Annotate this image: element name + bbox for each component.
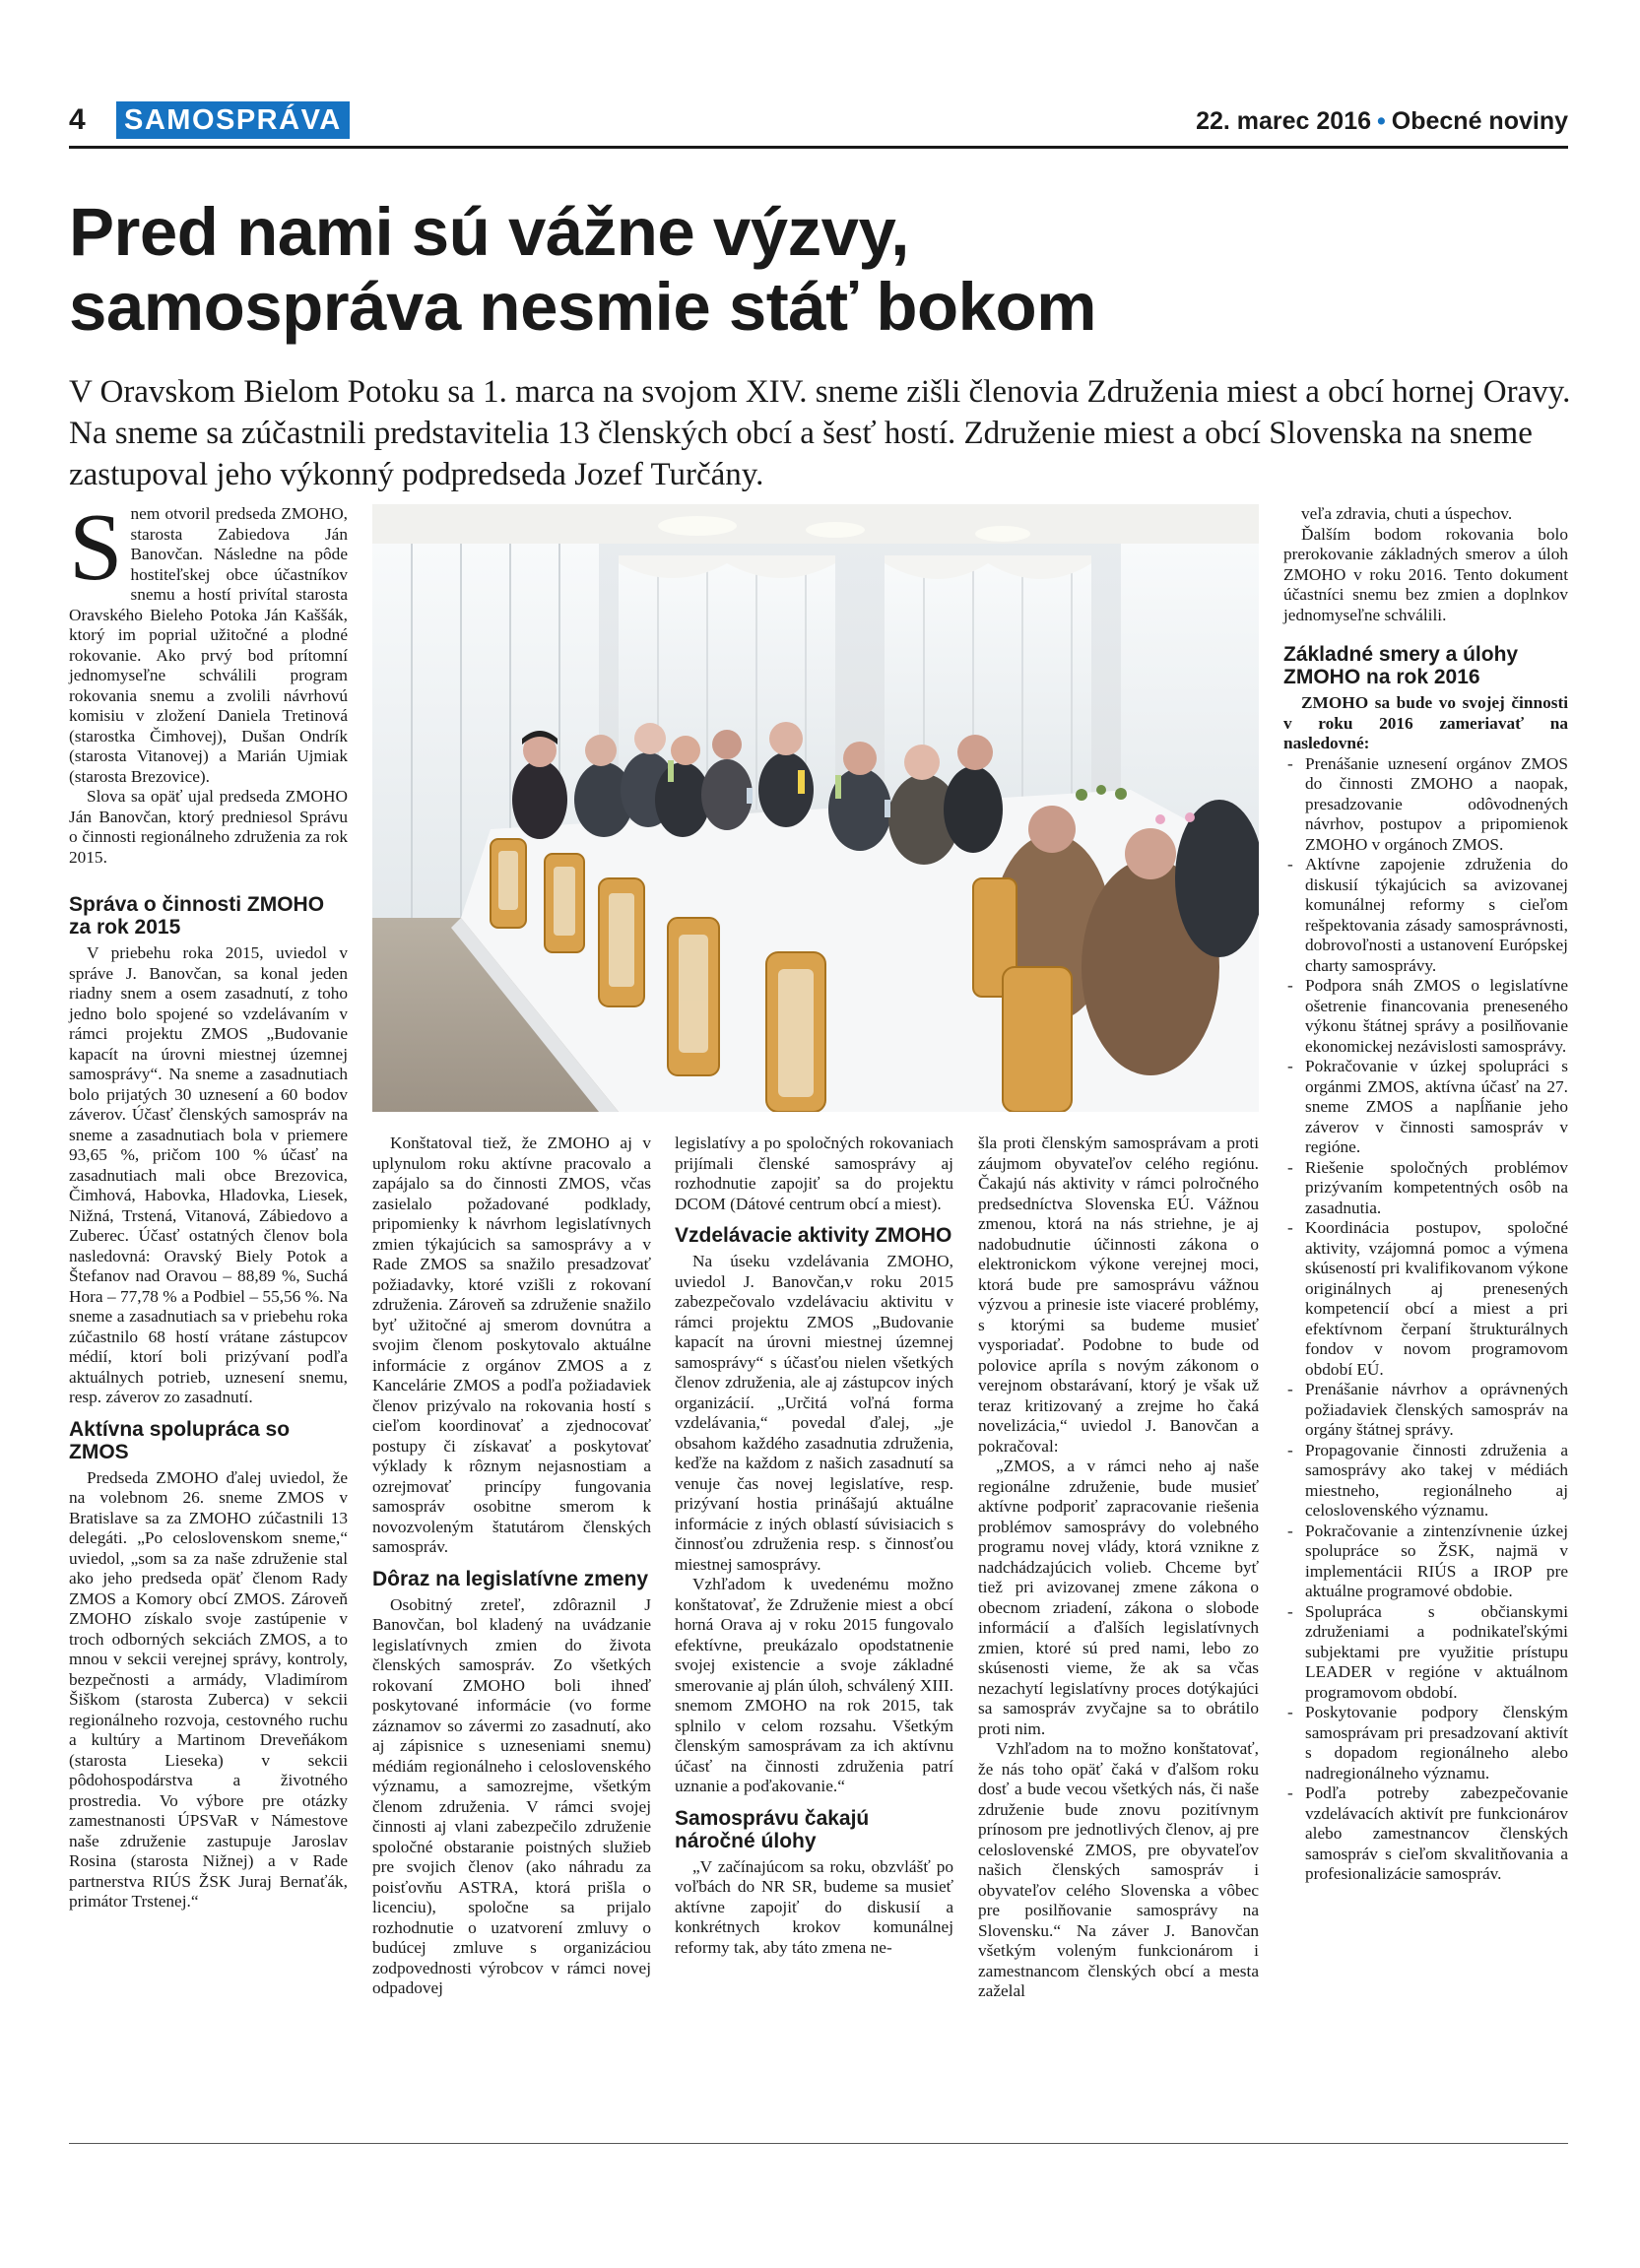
subheading: Základné smery a úlohy ZMOHO na rok 2016: [1283, 643, 1519, 688]
task-list: [1283, 754, 1568, 1885]
list-item: - Propagovanie činnosti združenia a samosprávy ako takej v médiách miestneho, regionálneho aj celoslovenského významu.: [1283, 1441, 1568, 1522]
publication-name: Obecné noviny: [1391, 107, 1568, 135]
headline-line-2: samospráva nesmie stáť bokom: [69, 269, 1097, 345]
column-4: [978, 1134, 1259, 2002]
paragraph: Slova sa opäť ujal predseda ZMOHO Ján Banovčan, ktorý predniesol Správu o činnosti regionálneho združenia za rok 2015.: [69, 787, 348, 867]
list-item: - Podľa potreby zabezpečovanie vzdelávacích aktivít pre funkcionárov alebo zamestnancov členských samospráv s cieľom skvalitňovania a profesionalizácie samospráv.: [1283, 1783, 1568, 1885]
subheading: Aktívna spolupráca so ZMOS: [69, 1417, 291, 1463]
list-item: - Podpora snáh ZMOS o legislatívne ošetrenie financovania preneseného výkonu štátnej správy a posilňovanie ekonomickej nezávislosti samosprávy.: [1283, 976, 1568, 1057]
subheading: Dôraz na legislatívne zmeny: [372, 1567, 649, 1590]
list-item: - Aktívne zapojenie združenia do diskusií týkajúcich sa avizovanej komunálnej reformy s cieľom rešpektovania zásady samosprávnosti, dobrovoľnosti a ustanovení Európskej charty samosprávy.: [1283, 855, 1568, 976]
paragraph: Vzhľadom na to možno konštatovať, že nás toho opäť čaká v ďalšom roku dosť a bude vecou všetkých nás, či naše združenie bude znovu pozitívnym prínosom pre jednotlivých členov, aj pre celoslovenské ZMOS, pre obyvateľov našich členských samospráv i obyvateľov celého Slovenska a vôbec pre posilňovanie samosprávy na Slovensku.“ Na záver J. Banovčan všetkým voleným funkcionárom i zamestnancom členských obcí a mesta zaželal: [978, 1739, 1259, 2000]
drop-cap: S: [69, 494, 123, 601]
paragraph: legislatívy a po spoločných rokovaniach prijímali členské samosprávy aj rozhodnutie zapojiť sa do projektu DCOM (Dátové centrum obcí a miest).: [675, 1134, 953, 1213]
headline-line-1: Pred nami sú vážne výzvy,: [69, 194, 909, 270]
page-number: 4: [69, 103, 86, 136]
paragraph: veľa zdravia, chuti a úspechov.: [1301, 504, 1513, 523]
page-header: [69, 101, 1568, 145]
paragraph: „ZMOS, a v rámci neho aj naše regionálne združenie, bude musieť aktívne podporiť zapracovanie riešenia problémov samosprávy do volebného programu novej vlády, ktorá vznikne z nadchádzajúcich volieb. Chceme byť tiež pri avizovanej zmene zákona o obecnom zriadení, zákona o slobode informácií a ďalších legislatívnych zmien, ktoré sú pred nami, lebo zo skúsenosti vieme, že ak sa včas nezachytí legislatívny proces dotýkajúci sa samospráv zvyčajne sa to obrátilo proti nim.: [978, 1457, 1259, 1738]
subheading: Správa o činnosti ZMOHO za rok 2015: [69, 893, 325, 939]
list-item: - Prenášanie návrhov a oprávnených požiadaviek členských samospráv na orgány štátnej správy.: [1283, 1380, 1568, 1441]
column-5: [1283, 504, 1568, 1885]
paragraph: šla proti členským samosprávam a proti záujmom obyvateľov celého regiónu. Čakajú nás aktivity v rámci polročného predsedníctva Slovenska EÚ. Vážnou zmenou, ktorá na nás striehne, je aj nadobudnutie účinnosti zákona o elektronickom výkone verejnej moci, ktorá bude pre samosprávu vážnou výzvou a prinesie iste viaceré problémy, s ktorými sa budeme musieť vysporiadať. Podobne to bude od polovice apríla s novým zákonom o verejnom obstarávaní, ktorý je však už teraz kritizovaný a zrejme ho čaká novelizácia,“ uviedol J. Banovčan a pokračoval:: [978, 1134, 1259, 1456]
subheading: Samosprávu čakajú náročné úlohy: [675, 1806, 870, 1852]
header-rule: [69, 146, 1568, 149]
paragraph: Osobitný zreteľ, zdôraznil J Banovčan, bol kladený na uvádzanie legislatívnych zmien do života členských samospráv. Zo všetkých rokovaní ZMOHO boli ihneď poskytované informácie (vo forme záznamov so závermi zo zasadnutí, ako aj zápisnice s uzneseniami snemu) médiám regionálneho i celoslovenského významu, a samozrejme, všetkým členom združenia. V rámci svojej činnosti aj vlani zabezpečilo združenie spoločné obstaranie poistných služieb pre svojich členov (ako náhradu za poisťovňu ASTRA, ktorá prišla o licenciu), spoločne sa prijalo rozhodnutie o uzatvorení zmluvy o budúcej zmluve s organizáciou zodpovednosti výrobcov v rámci novej odpadovej: [372, 1594, 651, 1997]
dateline: [1196, 107, 1568, 136]
footer-rule: [69, 2143, 1568, 2144]
list-item: - Prenášanie uznesení orgánov ZMOS do činnosti ZMOHO a naopak, presadzovanie odôvodnených návrhov, postupov a pripomienok ZMOHO v orgánoch ZMOS.: [1283, 754, 1568, 856]
paragraph: Ďalším bodom rokovania bolo prerokovanie základných smerov a úloh ZMOHO v roku 2016. Tento dokument účastníci snemu bez zmien a doplnkov jednomyseľne schválili.: [1283, 524, 1568, 624]
meeting-photo: [372, 504, 1259, 1112]
column-2: [372, 1134, 651, 1999]
list-item: - Spolupráca s občianskymi združeniami a podnikateľskými subjektami pre využitie prístupu LEADER v regióne v aktuálnom programovom období.: [1283, 1602, 1568, 1704]
bullet-separator: •: [1377, 107, 1386, 135]
section-label: SAMOSPRÁVA: [116, 101, 350, 139]
intro-paragraph: ZMOHO sa bude vo svojej činnosti v roku 2016 zameriavať na nasledovné:: [1283, 693, 1568, 752]
paragraph: Vzhľadom k uvedenému možno konštatovať, že Združenie miest a obcí horná Orava aj v roku 2015 fungovalo efektívne, preukázalo opodstatnenie svojej existencie a svoje základné smerovanie aj plán úloh, schválený XIII. snemom ZMOHO na rok 2015, tak splnilo v celom rozsahu. Všetkým členským samosprávam za ich aktívnu účasť na činnosti združenia patrí uznanie a poďakovanie.“: [675, 1575, 953, 1795]
paragraph: „V začínajúcom sa roku, obzvlášť po voľbách do NR SR, budeme sa musieť aktívne zapojiť do diskusií a konkrétnych krokov komunálnej reformy tak, aby táto zmena ne-: [675, 1856, 953, 1957]
issue-date: 22. marec 2016: [1196, 107, 1372, 135]
paragraph: V priebehu roka 2015, uviedol v správe J. Banovčan, sa konal jeden riadny snem a osem zasadnutí, z toho jedno bolo spojené so vzdelávaním v rámci projektu ZMOS „Budovanie kapacít na úrovni miestnej územnej samosprávy“. Na sneme a zasadnutiach bolo prijatých 30 uznesení a 60 bodov záverov. Účasť členských samospráv na sneme a zasadnutiach bola v priemere 93,65 %, pričom 100 % účasť na zasadnutiach mali obce Brezovica, Čimhová, Habovka, Hladovka, Liesek, Nižná, Trstená, Vitanová, Zábiedovo a Zuberec. Účasť ostatných členov bola nasledovná: Oravský Biely Potok a Štefanov nad Oravou – 88,89 %, Suchá Hora – 77,78 % a Podbiel – 55,56 %. Na sneme a zasadnutiach sa v priebehu roka zúčastnilo 68 hostí vrátane zástupcov médií, ktorí boli prizývaní podľa aktuálnych potrieb, uznesení snemu, resp. záverov zo zasadnutí.: [69, 943, 348, 1406]
headline: [69, 195, 1586, 345]
opening-text: nem otvoril predseda ZMOHO, starosta Zabiedova Ján Banovčan. Následne na pôde hostiteľskej obce účastníkov snemu a hostí privítal starosta Oravského Bieleho Potoka Ján Kaššák, ktorý im poprial užitočné a plodné rokovanie. Ako prvý bod prítomní jednomyseľne schválili program rokovania snemu a zvolili návrhovú komisiu v zložení Daniela Tretinová (starostka Čimhovej), Dušan Ondrík (starosta Vitanovej) a Marián Ujmiak (starosta Brezovice).: [69, 504, 348, 786]
list-item: - Pokračovanie v úzkej spolupráci s orgánmi ZMOS, aktívna účasť na 27. sneme ZMOS a napĺňanie jeho záverov v činnosti samospráv v regióne.: [1283, 1057, 1568, 1158]
paragraph: Na úseku vzdelávania ZMOHO, uviedol J. Banovčan,v roku 2015 zabezpečovalo vzdelávaciu aktivitu v rámci projektu ZMOS „Budovanie kapacít na úrovni miestnej územnej samosprávy“ s účasťou nielen všetkých členov združenia, ale aj zástupcov iných organizácií. „Určitá voľná forma vzdelávania,“ povedal ďalej, „je obsahom každého zasadnutia združenia, keďže na každom z našich zasadnutí sa venuje čas novej legislatíve, resp. prizývaní hostia prinášajú aktuálne informácie z iných oblastí súvisiacich s činnosťou združenia resp. s činnosťou miestnej samosprávy.: [675, 1252, 953, 1574]
list-item: - Pokračovanie a zintenzívnenie úzkej spolupráce so ŽSK, najmä v implementácii RIÚS a IROP pre aktuálne programové obdobie.: [1283, 1522, 1568, 1602]
list-item: - Riešenie spoločných problémov prizývaním kompetentných osôb na zasadnutia.: [1283, 1158, 1568, 1219]
opening-paragraph: [69, 494, 348, 787]
paragraph: Konštatoval tiež, že ZMOHO aj v uplynulom roku aktívne pracovalo a zapájalo sa do činnosti ZMOS, včas zasielalo požadované podklady, pripomienky k návrhom legislatívnych zmien týkajúcich sa samosprávy a v Rade ZMOS sa snažilo presadzovať požiadavky, ktoré vzišli z rokovaní združenia. Zároveň sa združenie snažilo byť užitočné aj smerom dovnútra a svojim členom poskytovalo aktuálne informácie z orgánov ZMOS a z Kancelárie ZMOS a podľa požiadaviek členov prizývalo na rokovania hostí s cieľom koordinovať a zjednocovať postupy či získavať a poskytovať výklady k rôznym nejasnostiam a ozrejmovať princípy fungovania samospráv osobitne smerom k novozvoleným štatutárom členských samospráv.: [372, 1134, 651, 1556]
meeting-photo-illustration: [372, 504, 1259, 1112]
column-3: [675, 1134, 953, 1958]
lead-paragraph: V Oravskom Bielom Potoku sa 1. marca na svojom XIV. sneme zišli členovia Združenia miest a obcí hornej Oravy. Na sneme sa zúčastnili predstavitelia 13 členských obcí a šesť hostí. Združenie miest a obcí Slovenska na sneme zastupoval jeho výkonný podpredseda Jozef Turčány.: [69, 374, 1571, 492]
paragraph: Predseda ZMOHO ďalej uviedol, že na volebnom 26. sneme ZMOS v Bratislave sa za ZMOHO zúčastnili 13 delegáti. „Po celoslovenskom sneme,“ uviedol, „som sa za naše združenie stal ako jeho predseda opäť členom Rady ZMOS a Komory obcí ZMOS. Zároveň ZMOHO získalo svoje zastúpenie v troch odborných sekciách ZMOS, a to mnou v sekcii verejnej správy, kontroly, bezpečnosti a armády, Vladimírom Šiškom (starosta Zuberca) v sekcii regionálneho rozvoja, cestovného ruchu a kultúry a Martinom Dreveňákom (starosta Lieseka) v sekcii pôdohospodárstva a životného prostredia. Vo výbore pre otázky zamestnanosti ÚPSVaR v Námestove naše združenie zastupuje Jaroslav Rosina (starosta Nižnej) a v Rade partnerstva RIÚS ŽSK Juraj Bernaťák, primátor Trstenej.“: [69, 1467, 348, 1911]
subheading: Vzdelávacie aktivity ZMOHO: [675, 1224, 952, 1247]
list-item: - Koordinácia postupov, spoločné aktivity, vzájomná pomoc a výmena skúseností pri kvalifikovanom výkone originálnych aj prenesených kompetencií obcí a miest a pri efektívnom čerpaní štrukturálnych fondov v novom programovom období EÚ.: [1283, 1218, 1568, 1380]
column-1: [69, 494, 348, 1912]
list-item: - Poskytovanie podpory členským samosprávam pri presadzovaní aktivít s dopadom regionálneho alebo nadregionálneho významu.: [1283, 1703, 1568, 1783]
